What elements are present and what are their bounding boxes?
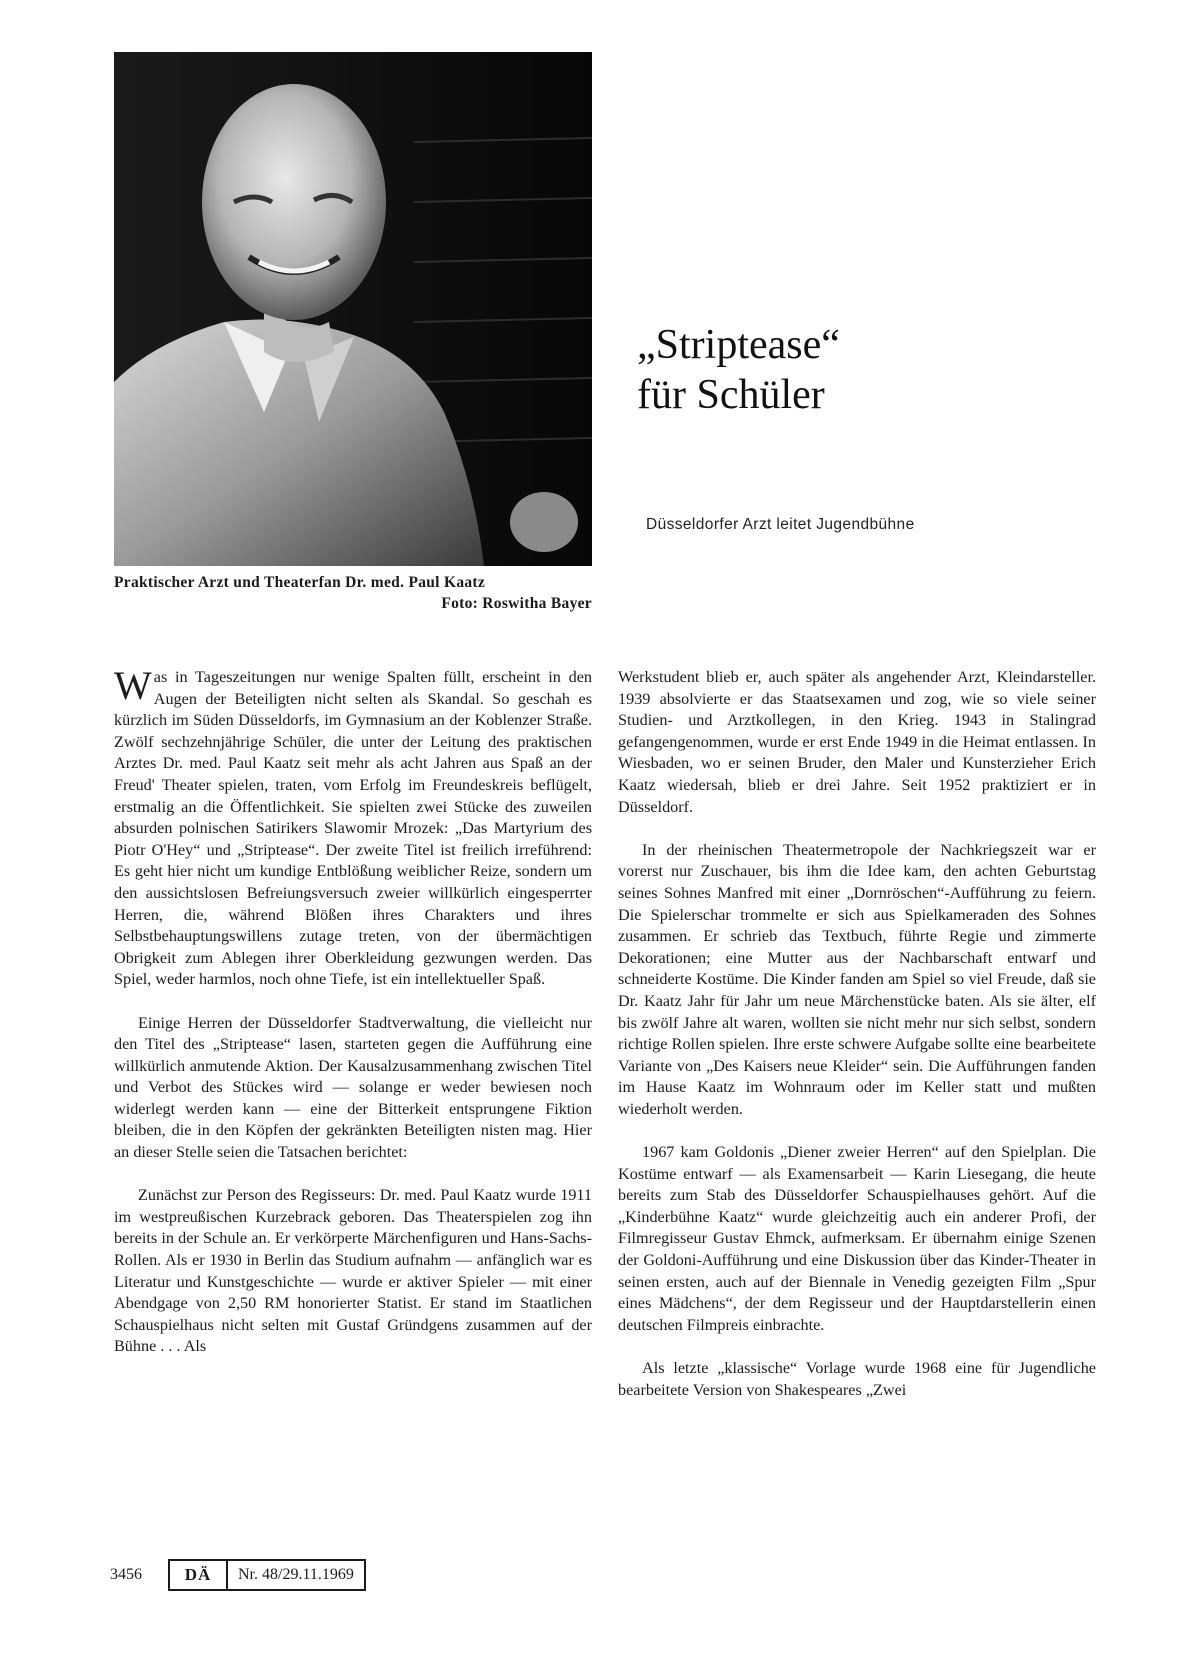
- caption-text: Praktischer Arzt und Theaterfan Dr. med. Paul Kaatz: [114, 574, 486, 591]
- paragraph: [114, 663, 592, 991]
- headline-line-2: für Schüler: [637, 372, 825, 418]
- magazine-badge: [168, 1559, 366, 1591]
- paragraph-text: as in Tageszeitungen nur wenige Spalten füllt, erscheint in den Augen der Beteiligten nicht selten als Skandal. So geschah es kürzlich im Süden Düsseldorfs, im Gymnasium an der Koblenzer Straße. Zwölf sechzehnjährige Schüler, die unter der Leitung des praktischen Arztes Dr. med. Paul Kaatz seit mehr als acht Jahren aus Spaß an der Freud' Theater spielen, traten, vom Erfolg im Freundeskreis beflügelt, erstmalig an die Öffentlichkeit. Sie spielten zwei Stücke des zuweilen absurden polnischen Satirikers Slawomir Mrozek: „Das Martyrium des Piotr O'Hey“ und „Striptease“. Der zweite Titel ist freilich irreführend: Es geht hier nicht um kundige Entblößung weiblicher Reize, sondern um den aussichtslosen Befreiungsversuch zweier willkürlich eingesperrter Herren, die, während Blößen ihres Charakters und ihres Selbstbehauptungswillens zutage treten, von der übermächtigen Obrigkeit zum Ablegen ihrer Oberkleidung gezwungen werden. Das Spiel, weder harmlos, noch ohne Tiefe, ist ein intellektueller Spaß.: [114, 668, 592, 989]
- paragraph: Als letzte „klassische“ Vorlage wurde 1968 eine für Jugendliche bearbeitete Version von Shakespeares „Zwei: [618, 1359, 1096, 1399]
- photo-credit: Foto: Roswitha Bayer: [441, 595, 592, 612]
- paragraph: 1967 kam Goldonis „Diener zweier Herren“ auf den Spielplan. Die Kostüme entwarf — als Examensarbeit — Karin Liesegang, die heute bereits zum Stab des Düsseldorfer Schauspielhauses gehört. Auf die „Kinderbühne Kaatz“ wurde gleichzeitig auch ein anderer Profi, der Filmregisseur Gustav Ehmck, aufmerksam. Er übernahm einige Szenen der Goldoni-Aufführung und eine Diskussion über das Kinder-Theater in seinen ersten, auch auf der Biennale in Venedig gezeigten Film „Spur eines Mädchens“, der dem Regisseur und der Hauptdarstellerin einen deutschen Filmpreis einbrachte.: [618, 1143, 1096, 1334]
- page-footer: [110, 1560, 366, 1590]
- paragraph: In der rheinischen Theatermetropole der Nachkriegszeit war er vorerst nur Zuschauer, bis ihm die Idee kam, den achten Geburtstag seines Sohnes Manfred mit einer „Dornröschen“-Aufführung zu feiern. Die Spielerschar trommelte er sich aus Spielkameraden des Sohnes zusammen. Er schrieb das Textbuch, führte Regie und zimmerte Dekorationen; eine Mutter aus der Nachbarschaft entwarf und schneiderte Kostüme. Die Kinder fanden am Spiel so viel Freude, daß sie Dr. Kaatz Jahr für Jahr um neue Märchenstücke baten. Als sie älter, elf bis zwölf Jahre alt waren, wollten sie nicht mehr nur sich selbst, sondern richtige Rollen spielen. Ihre erste schwere Aufgabe sollte eine bearbeitete Variante von „Des Kaisers neue Kleider“ sein. Die Aufführungen fanden im Hause Kaatz im Wohnraum oder im Keller statt und mußten wiederholt werden.: [618, 840, 1096, 1118]
- paragraph: Einige Herren der Düsseldorfer Stadtverwaltung, die vielleicht nur den Titel des „Striptease“ lasen, starteten gegen die Aufführung eine willkürlich anmutende Aktion. Der Kausalzusammenhang zwischen Titel und Verbot des Stückes wird — solange er weder bewiesen noch widerlegt werden kann — eine der Bitterkeit entsprungene Fiktion bleiben, die in den Köpfen der gekränkten Beteiligten nisten mag. Hier an dieser Stelle seien die Tatsachen berichtet:: [114, 1013, 592, 1162]
- photo-caption: [114, 572, 592, 614]
- paragraph: Werkstudent blieb er, auch später als angehender Arzt, Kleindarsteller. 1939 absolvierte er das Staatsexamen und zog, wie so viele seiner Studien- und Arztkollegen, in den Krieg. 1943 in Stalingrad gefangengenommen, wurde er erst Ende 1949 in die Heimat entlassen. In Wiesbaden, wo er seinen Bruder, den Maler und Kunsterzieher Erich Kaatz wiedersah, blieb er drei Jahre. Seit 1952 praktiziert er in Düsseldorf.: [618, 668, 1096, 816]
- paragraph: Zunächst zur Person des Regisseurs: Dr. med. Paul Kaatz wurde 1911 im westpreußischen Kurzebrack geboren. Das Theaterspielen zog ihn bereits in der Schule an. Er verkörperte Märchenfiguren und Hans-Sachs-Rollen. Als er 1930 in Berlin das Studium aufnahm — anfänglich war es Literatur und Kunstgeschichte — wurde er aktiver Spieler — mit einer Abendgage von 2,50 RM honorierter Statist. Er stand im Staatlichen Schauspielhaus nicht selten mit Gustaf Gründgens zusammen auf der Bühne . . . Als: [114, 1186, 592, 1356]
- article-headline: [637, 320, 1057, 420]
- issue-number: Nr. 48/29.11.1969: [238, 1566, 354, 1583]
- left-column: [114, 663, 592, 1380]
- headline-line-1: „Striptease“: [637, 322, 840, 368]
- right-column: [618, 667, 1096, 1423]
- page-number: 3456: [110, 1566, 142, 1583]
- magazine-logo: DÄ: [170, 1561, 228, 1589]
- article-subtitle: Düsseldorfer Arzt leitet Jugendbühne: [646, 516, 915, 533]
- drop-cap: W: [114, 663, 152, 708]
- portrait-photo: [114, 52, 592, 566]
- portrait-photo-graphic: [114, 52, 592, 566]
